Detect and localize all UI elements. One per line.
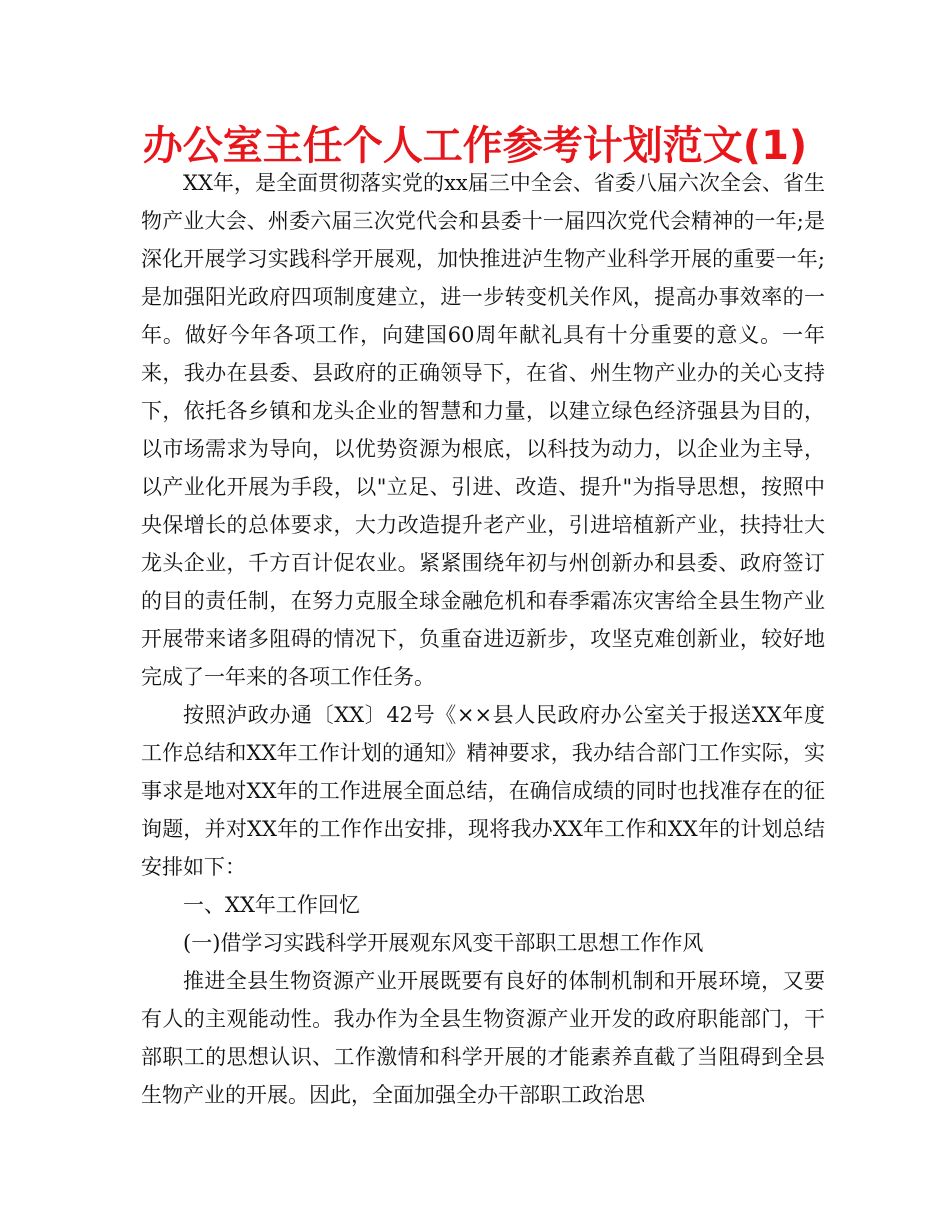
document-body xyxy=(141,164,825,1114)
paragraph-intro: XX年，是全面贯彻落实党的xx届三中全会、省委八届六次全会、省生物产业大会、州委六届三次党代会和县委十一届四次党代会精神的一年;是深化开展学习实践科学开展观，加快推进泸生物产业科学开展的重要一年;是加强阳光政府四项制度建立，进一步转变机关作风，提高办事效率的一年。做好今年各项工作，向建国60周年献礼具有十分重要的意义。一年来，我办在县委、县政府的正确领导下，在省、州生物产业办的关心支持下，依托各乡镇和龙头企业的智慧和力量，以建立绿色经济强县为目的，以市场需求为导向，以优势资源为根底，以科技为动力，以企业为主导，以产业化开展为手段，以"立足、引进、改造、提升"为指导思想，按照中央保增长的总体要求，大力改造提升老产业，引进培植新产业，扶持壮大龙头企业，千方百计促农业。紧紧围绕年初与州创新办和县委、政府签订的目的责任制，在努力克服全球金融危机和春季霜冻灾害给全县生物产业开展带来诸多阻碍的情况下，负重奋进迈新步，攻坚克难创新业，较好地完成了一年来的各项工作任务。 xyxy=(141,171,825,689)
subsection-heading: (一)借学习实践科学开展观东风变干部职工思想工作作风 xyxy=(183,931,704,955)
paragraph-notice: 按照泸政办通〔XX〕42号《××县人民政府办公室关于报送XX年度工作总结和XX年工作计划的通知》精神要求，我办结合部门工作实际，实事求是地对XX年的工作进展全面总结，在确信成绩的同时也找准存在的征询题，并对XX年的工作作出安排，现将我办XX年工作和XX年的计划总结安排如下： xyxy=(141,703,825,879)
section-heading: 一、XX年工作回忆 xyxy=(183,893,360,917)
paragraph-body: 推进全县生物资源产业开展既要有良好的体制机制和开展环境，又要有人的主观能动性。我办作为全县生物资源产业开发的政府职能部门，干部职工的思想认识、工作激情和科学开展的才能素养直截了当阻碍到全县生物产业的开展。因此，全面加强全办干部职工政治思 xyxy=(141,969,825,1107)
document-title: 办公室主任个人工作参考计划范文(1) xyxy=(142,123,808,169)
